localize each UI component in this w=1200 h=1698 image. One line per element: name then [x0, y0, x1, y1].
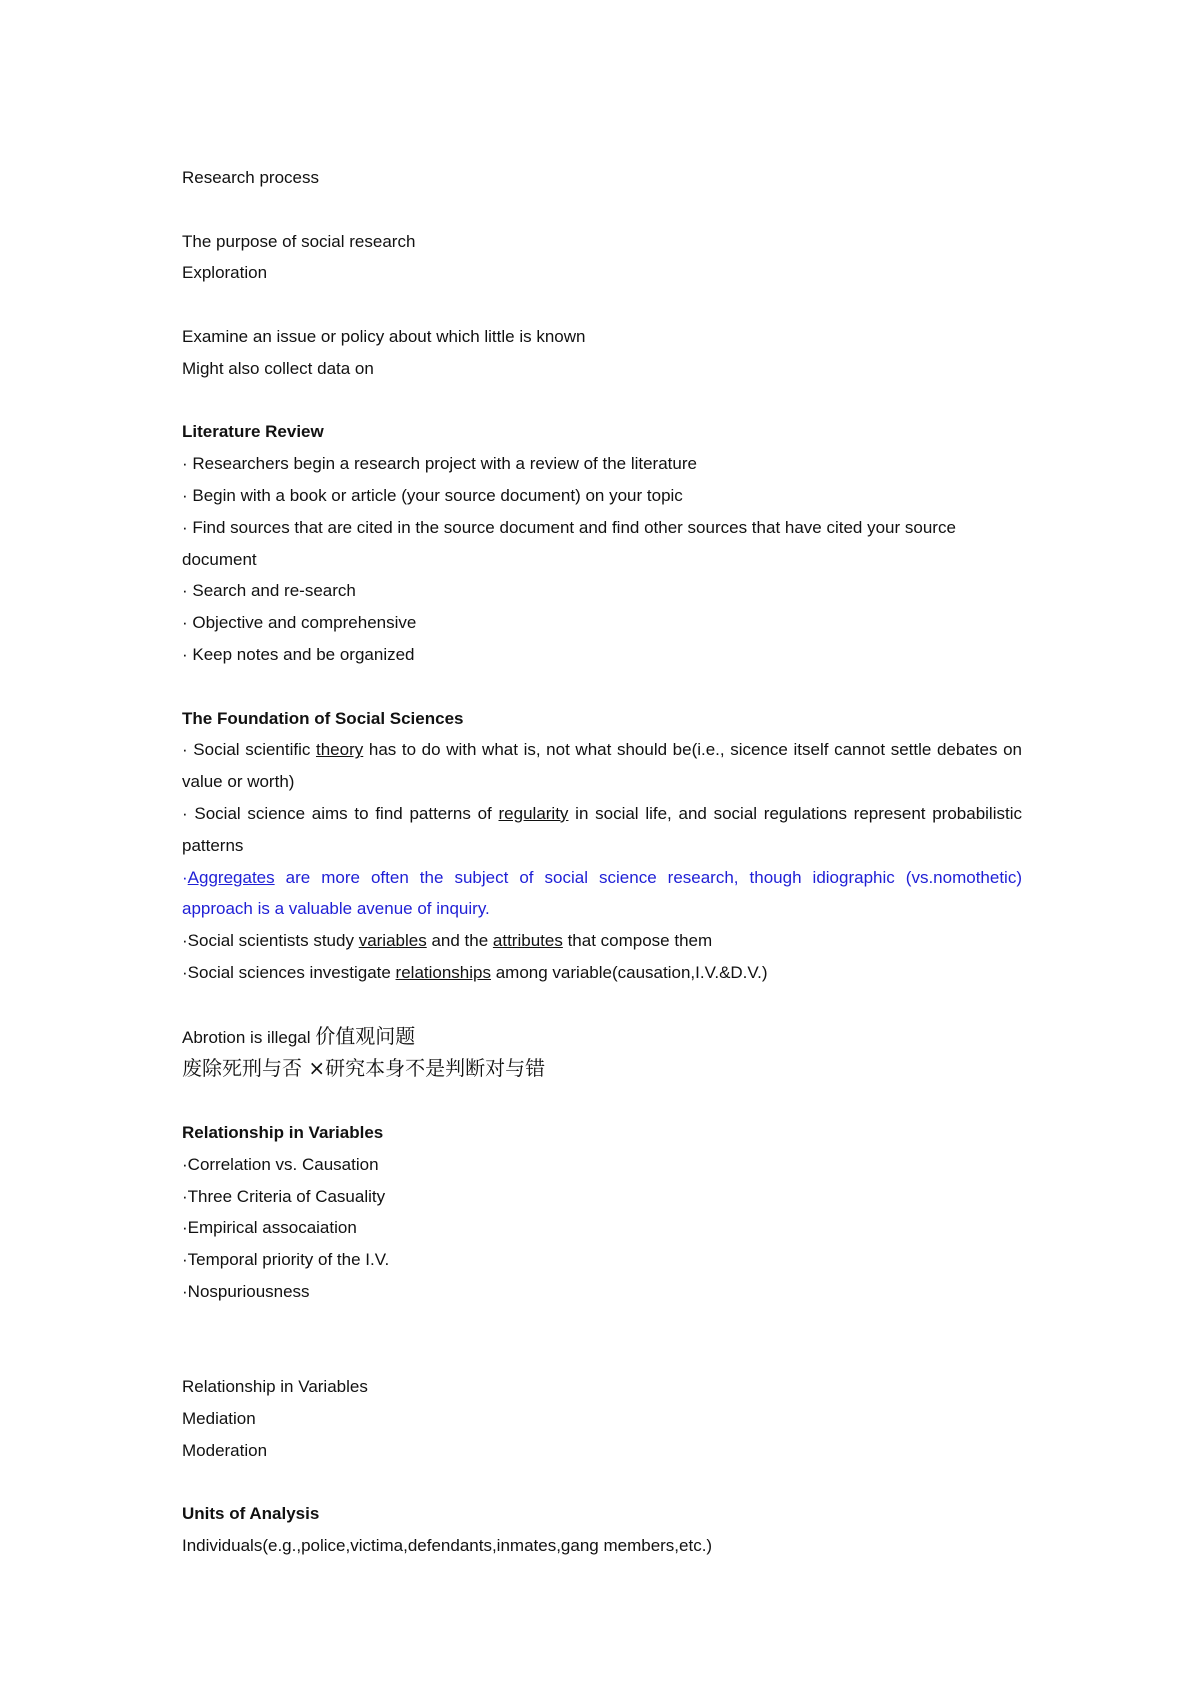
- spacer: [182, 989, 1022, 1021]
- text-run: ·: [182, 867, 188, 887]
- note-line-cjk: 废除死刑与否 ×研究本身不是判断对与错: [182, 1056, 546, 1081]
- foundation-paragraph: [182, 734, 1022, 798]
- list-item: · Search and re-search: [182, 581, 356, 601]
- body-line: Might also collect data on: [182, 358, 374, 378]
- spacer: [182, 194, 1022, 226]
- list-item: ·Nospuriousness: [182, 1281, 310, 1301]
- relationship-heading: Relationship in Variables: [182, 1122, 384, 1142]
- aggregates-term: Aggregates: [187, 867, 275, 887]
- list-item: · Objective and comprehensive: [182, 613, 417, 633]
- list-item: · Begin with a book or article (your source document) on your topic: [182, 485, 683, 505]
- regularity-term: regularity: [498, 803, 569, 823]
- note-line: [182, 1021, 1022, 1054]
- foundation-paragraph: [182, 798, 1022, 862]
- foundation-paragraph-highlighted: [182, 862, 1022, 926]
- variables-term: variables: [358, 931, 427, 951]
- spacer: [182, 289, 1022, 321]
- text-run: are more often the subject of social science research, though idiographic (vs.nomothetic) approach is a valuable avenue of inquiry.: [182, 867, 1022, 919]
- spacer: [182, 671, 1022, 703]
- document-body: [182, 162, 1022, 1562]
- text-run: has to do with what is, not what should be(i.e., sicence itself cannot settle debates on value or worth): [182, 740, 1022, 792]
- text-run: Abrotion is illegal: [182, 1027, 316, 1047]
- section-line: The purpose of social research: [182, 231, 416, 251]
- foundation-paragraph: [182, 925, 1022, 957]
- list-item: ·Three Criteria of Casuality: [182, 1186, 386, 1206]
- spacer: [182, 385, 1022, 417]
- spacer: [182, 1308, 1022, 1372]
- list-item: ·Temporal priority of the I.V.: [182, 1250, 390, 1270]
- literature-review-heading: Literature Review: [182, 422, 324, 442]
- list-item: · Researchers begin a research project with a review of the literature: [182, 454, 697, 474]
- relationship-heading-plain: Relationship in Variables: [182, 1377, 368, 1397]
- section-line: Exploration: [182, 263, 268, 283]
- body-line: Examine an issue or policy about which little is known: [182, 326, 586, 346]
- list-item: Mediation: [182, 1409, 256, 1429]
- relationships-term: relationships: [395, 962, 491, 982]
- spacer: [182, 1467, 1022, 1499]
- text-run: among variable(causation,I.V.&D.V.): [491, 962, 768, 982]
- text-run: · Social scientific: [182, 740, 316, 760]
- spacer: [182, 1085, 1022, 1117]
- foundation-paragraph: [182, 957, 1022, 989]
- body-line: Individuals(e.g.,police,victima,defendants,inmates,gang members,etc.): [182, 1536, 713, 1556]
- list-item: ·Empirical assocaiation: [182, 1218, 357, 1238]
- text-run: ·Social sciences investigate: [182, 962, 396, 982]
- list-item: · Keep notes and be organized: [182, 644, 415, 664]
- text-run: · Social science aims to find patterns of: [182, 803, 499, 823]
- text-run: ·Social scientists study: [182, 931, 359, 951]
- text-run: in social life, and social regulations represent probabilistic patterns: [182, 803, 1022, 855]
- theory-term: theory: [316, 740, 364, 760]
- doc-title: Research process: [182, 168, 320, 187]
- list-item: Moderation: [182, 1440, 268, 1460]
- text-run: that compose them: [562, 931, 713, 951]
- list-item: · Find sources that are cited in the source document and find other sources that have cited your source document: [182, 517, 956, 569]
- units-heading: Units of Analysis: [182, 1504, 320, 1524]
- list-item: ·Correlation vs. Causation: [182, 1154, 379, 1174]
- text-run: and the: [426, 931, 493, 951]
- cjk-text: 价值观问题: [315, 1023, 416, 1048]
- attributes-term: attributes: [492, 931, 563, 951]
- foundation-heading: The Foundation of Social Sciences: [182, 708, 464, 728]
